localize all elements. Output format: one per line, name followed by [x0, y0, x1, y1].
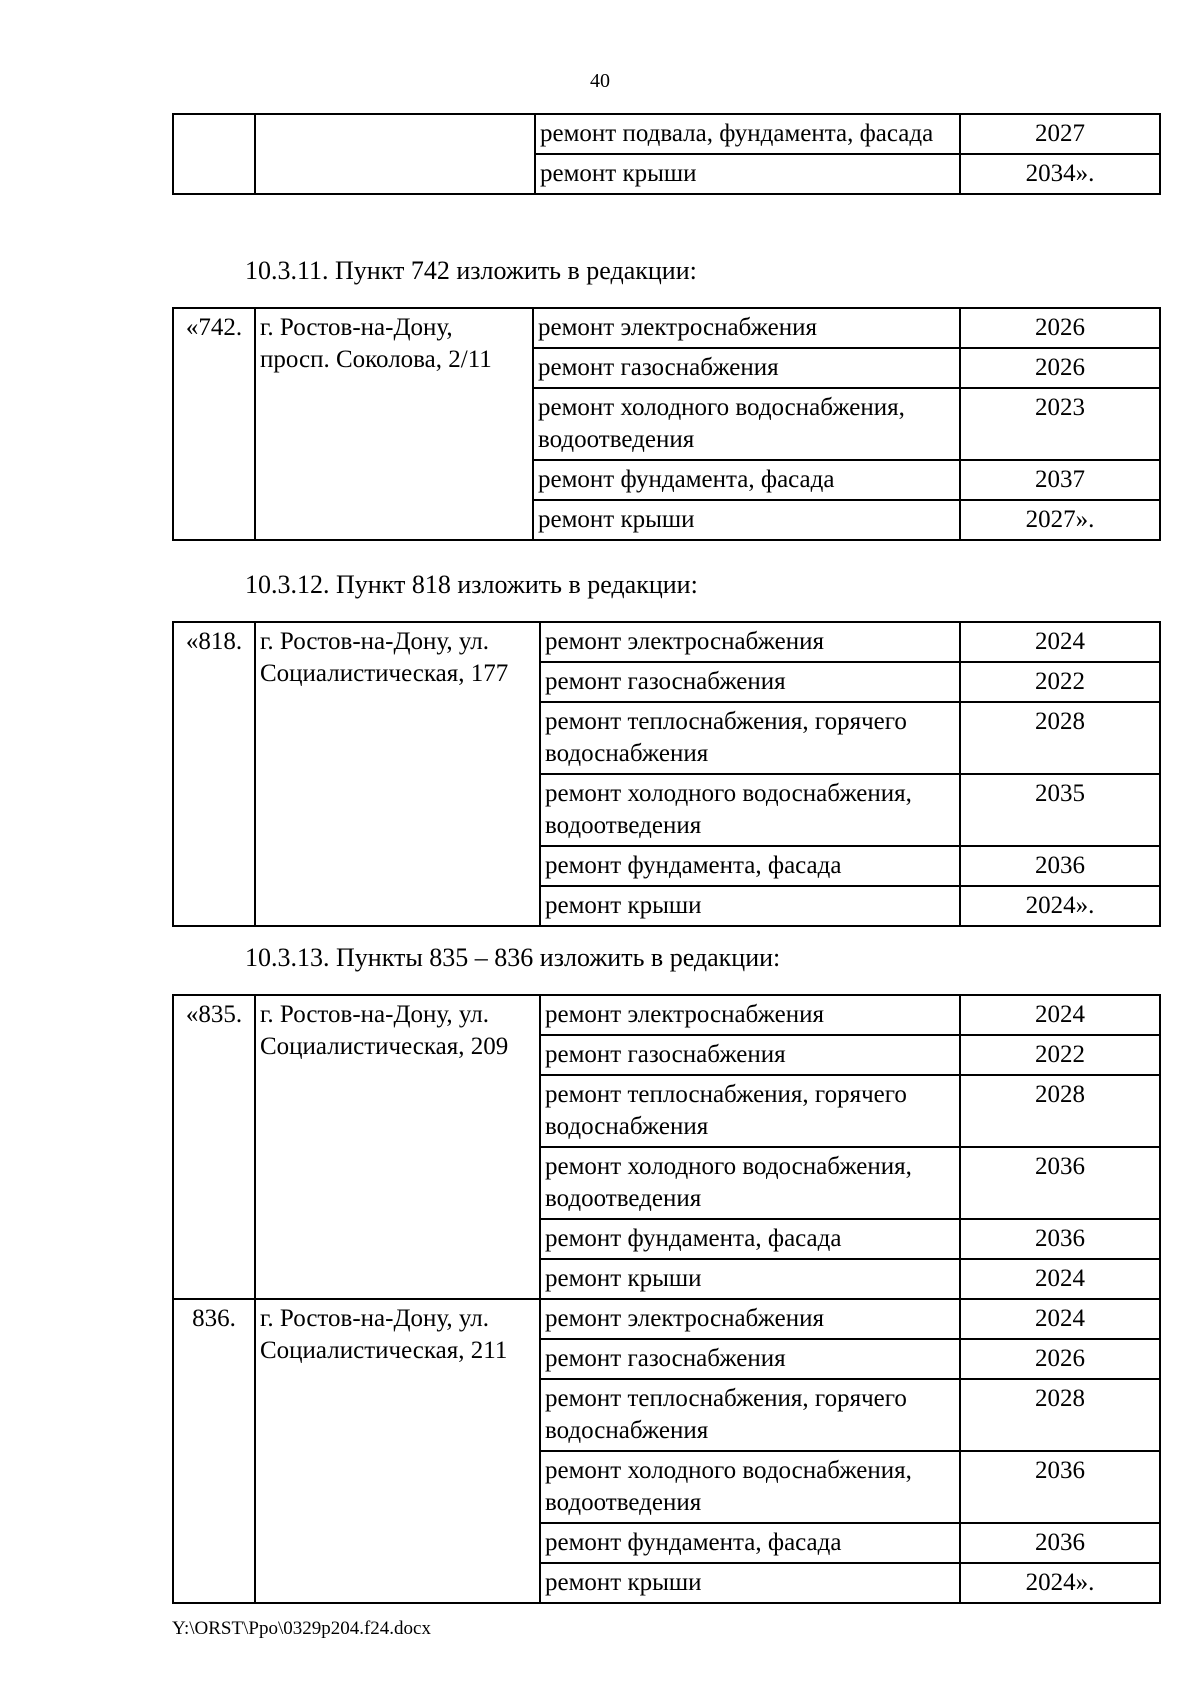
year-cell: 2036 — [960, 846, 1160, 886]
heading-10-3-12: 10.3.12. Пункт 818 изложить в редакции: — [245, 570, 698, 599]
work-cell: ремонт подвала, фундамента, фасада — [535, 114, 960, 154]
year-cell: 2024». — [960, 1563, 1160, 1603]
year-cell: 2036 — [960, 1219, 1160, 1259]
item-number: 836. — [173, 1299, 255, 1603]
work-cell: ремонт фундамента, фасада — [533, 460, 960, 500]
year-cell: 2034». — [960, 154, 1160, 194]
year-cell: 2026 — [960, 348, 1160, 388]
num-cell — [173, 114, 255, 194]
table-continuation — [172, 113, 1161, 195]
table-742 — [172, 307, 1161, 541]
item-number: «742. — [173, 308, 255, 540]
year-cell: 2024 — [960, 1259, 1160, 1299]
year-cell: 2028 — [960, 1075, 1160, 1147]
item-number: «818. — [173, 622, 255, 926]
year-cell: 2037 — [960, 460, 1160, 500]
year-cell: 2036 — [960, 1523, 1160, 1563]
work-cell: ремонт газоснабжения — [540, 1339, 960, 1379]
year-cell: 2022 — [960, 1035, 1160, 1075]
year-cell: 2022 — [960, 662, 1160, 702]
address-cell: г. Ростов-на-Дону, просп. Соколова, 2/11 — [255, 308, 533, 540]
work-cell: ремонт крыши — [533, 500, 960, 540]
year-cell: 2024 — [960, 1299, 1160, 1339]
table-835-836 — [172, 994, 1161, 1604]
year-cell: 2027». — [960, 500, 1160, 540]
work-cell: ремонт крыши — [535, 154, 960, 194]
year-cell: 2028 — [960, 702, 1160, 774]
work-cell: ремонт холодного водоснабжения, водоотведения — [540, 1147, 960, 1219]
address-cell — [255, 114, 535, 194]
work-cell: ремонт электроснабжения — [540, 622, 960, 662]
year-cell: 2024». — [960, 886, 1160, 926]
heading-10-3-13: 10.3.13. Пункты 835 – 836 изложить в редакции: — [245, 943, 781, 972]
work-cell: ремонт теплоснабжения, горячего водоснабжения — [540, 1075, 960, 1147]
work-cell: ремонт газоснабжения — [540, 1035, 960, 1075]
work-cell: ремонт фундамента, фасада — [540, 1523, 960, 1563]
year-cell: 2027 — [960, 114, 1160, 154]
work-cell: ремонт крыши — [540, 886, 960, 926]
table-row — [173, 622, 1160, 662]
work-cell: ремонт электроснабжения — [533, 308, 960, 348]
work-cell: ремонт холодного водоснабжения, водоотведения — [533, 388, 960, 460]
year-cell: 2023 — [960, 388, 1160, 460]
work-cell: ремонт крыши — [540, 1563, 960, 1603]
work-cell: ремонт крыши — [540, 1259, 960, 1299]
work-cell: ремонт холодного водоснабжения, водоотведения — [540, 1451, 960, 1523]
work-cell: ремонт газоснабжения — [533, 348, 960, 388]
table-row — [173, 114, 1160, 154]
work-cell: ремонт фундамента, фасада — [540, 846, 960, 886]
year-cell: 2036 — [960, 1147, 1160, 1219]
file-path-footer: Y:\ORST\Ppo\0329p204.f24.docx — [172, 1618, 431, 1639]
item-number: «835. — [173, 995, 255, 1299]
year-cell: 2024 — [960, 622, 1160, 662]
year-cell: 2028 — [960, 1379, 1160, 1451]
work-cell: ремонт электроснабжения — [540, 995, 960, 1035]
heading-10-3-11: 10.3.11. Пункт 742 изложить в редакции: — [245, 256, 697, 285]
year-cell: 2035 — [960, 774, 1160, 846]
work-cell: ремонт фундамента, фасада — [540, 1219, 960, 1259]
address-cell: г. Ростов-на-Дону, ул. Социалистическая, 177 — [255, 622, 540, 926]
address-cell: г. Ростов-на-Дону, ул. Социалистическая, 209 — [255, 995, 540, 1299]
work-cell: ремонт холодного водоснабжения, водоотведения — [540, 774, 960, 846]
year-cell: 2024 — [960, 995, 1160, 1035]
table-row — [173, 995, 1160, 1035]
work-cell: ремонт газоснабжения — [540, 662, 960, 702]
year-cell: 2036 — [960, 1451, 1160, 1523]
work-cell: ремонт теплоснабжения, горячего водоснабжения — [540, 702, 960, 774]
address-cell: г. Ростов-на-Дону, ул. Социалистическая, 211 — [255, 1299, 540, 1603]
table-row — [173, 308, 1160, 348]
year-cell: 2026 — [960, 308, 1160, 348]
table-818 — [172, 621, 1161, 927]
table-row — [173, 1299, 1160, 1339]
work-cell: ремонт теплоснабжения, горячего водоснабжения — [540, 1379, 960, 1451]
work-cell: ремонт электроснабжения — [540, 1299, 960, 1339]
page-number: 40 — [590, 70, 610, 92]
year-cell: 2026 — [960, 1339, 1160, 1379]
